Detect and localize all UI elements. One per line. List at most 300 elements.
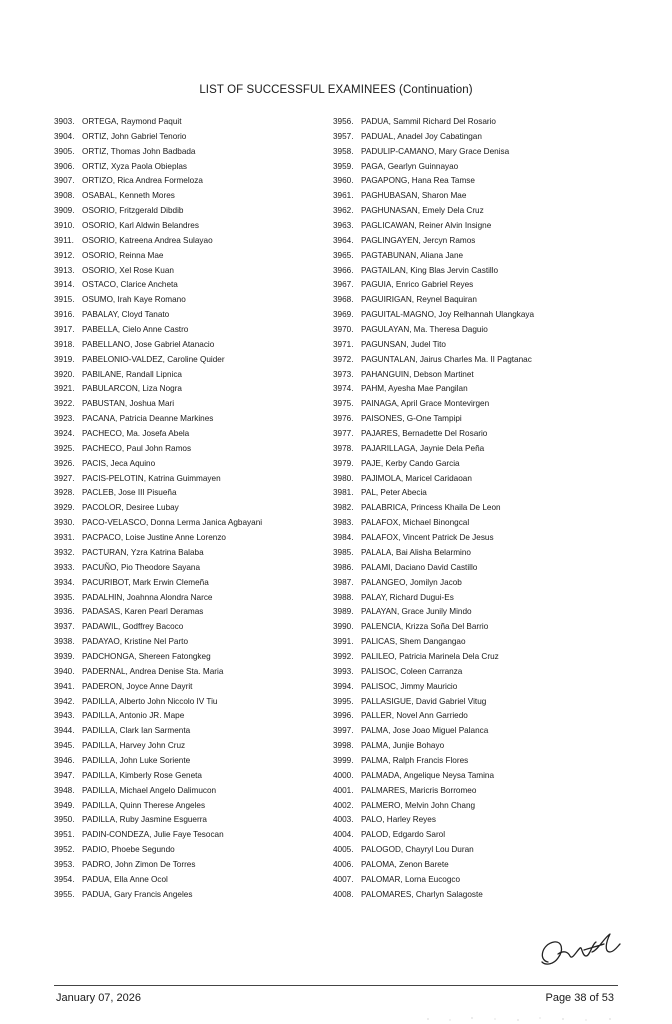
examinee-number: 3962. xyxy=(333,206,354,216)
examinee-name: PACOLOR, Desiree Lubay xyxy=(82,503,179,513)
examinee-number: 4005. xyxy=(333,845,354,855)
examinee-number: 3937. xyxy=(54,622,75,632)
examinee-number: 3925. xyxy=(54,443,75,453)
examinee-name: PADERNAL, Andrea Denise Sta. Maria xyxy=(82,666,224,676)
list-item xyxy=(333,130,534,145)
examinee-name: OSORIO, Karl Aldwin Belandres xyxy=(82,221,199,231)
list-item xyxy=(54,397,262,412)
list-item xyxy=(333,739,534,754)
list-item xyxy=(54,665,262,680)
examinee-number: 3949. xyxy=(54,800,75,810)
scan-specks xyxy=(420,1016,620,1022)
list-item xyxy=(333,813,534,828)
list-item xyxy=(333,873,534,888)
examinee-number: 3974. xyxy=(333,384,354,394)
examinee-name: OSUMO, Irah Kaye Romano xyxy=(82,295,186,305)
list-item xyxy=(54,695,262,710)
examinee-number: 3994. xyxy=(333,681,354,691)
examinee-name: PALALA, Bai Alisha Belarmino xyxy=(361,547,471,557)
list-item xyxy=(333,591,534,606)
examinee-number: 3982. xyxy=(333,503,354,513)
list-item xyxy=(54,323,262,338)
list-item xyxy=(54,546,262,561)
examinee-number: 3972. xyxy=(333,354,354,364)
examinee-number: 4001. xyxy=(333,785,354,795)
examinee-number: 3968. xyxy=(333,295,354,305)
examinee-name: ORTIZO, Rica Andrea Formeloza xyxy=(82,176,203,186)
examinee-name: PADILLA, Alberto John Niccolo IV Tiu xyxy=(82,696,218,706)
examinee-name: PAGTABUNAN, Aliana Jane xyxy=(361,250,464,260)
list-item xyxy=(333,472,534,487)
examinee-number: 3910. xyxy=(54,221,75,231)
list-item xyxy=(333,888,534,903)
examinee-name: PACIS, Jeca Aquino xyxy=(82,458,156,468)
examinee-number: 3903. xyxy=(54,117,75,126)
examinee-name: PALILEO, Patricia Marinela Dela Cruz xyxy=(361,651,499,661)
list-item xyxy=(54,858,262,873)
examinee-name: PALMERO, Melvin John Chang xyxy=(361,800,476,810)
examinee-name: OSTACO, Clarice Ancheta xyxy=(82,280,178,290)
list-item xyxy=(333,442,534,457)
examinee-name: PACIS-PELOTIN, Katrina Guimmayen xyxy=(82,473,221,483)
examinee-number: 3915. xyxy=(54,295,75,305)
examinee-number: 3907. xyxy=(54,176,75,186)
list-item xyxy=(54,516,262,531)
list-item xyxy=(54,130,262,145)
list-item xyxy=(333,784,534,799)
examinee-number: 3995. xyxy=(333,696,354,706)
list-item xyxy=(54,769,262,784)
examinee-number: 3920. xyxy=(54,369,75,379)
examinee-name: PADILLA, Clark Ian Sarmenta xyxy=(82,726,191,736)
examinee-number: 3944. xyxy=(54,726,75,736)
examinee-name: PALOMARES, Charlyn Salagoste xyxy=(361,889,483,899)
examinee-number: 3943. xyxy=(54,711,75,721)
examinee-name: PADUA, Sammil Richard Del Rosario xyxy=(361,117,496,126)
examinee-number: 3989. xyxy=(333,607,354,617)
footer-page-number: Page 38 of 53 xyxy=(545,992,614,1004)
examinee-name: PALISOC, Coleen Carranza xyxy=(361,666,463,676)
list-item xyxy=(333,486,534,501)
list-item xyxy=(54,353,262,368)
list-item xyxy=(54,680,262,695)
list-item xyxy=(333,323,534,338)
examinee-number: 3916. xyxy=(54,310,75,320)
list-item xyxy=(333,293,534,308)
list-item xyxy=(54,160,262,175)
examinee-number: 3912. xyxy=(54,250,75,260)
examinee-name: PALOMAR, Lorna Eucogco xyxy=(361,874,461,884)
examinee-name: PADERON, Joyce Anne Dayrit xyxy=(82,681,193,691)
examinee-name: PAGUITAL-MAGNO, Joy Relhannah Ulangkaya xyxy=(361,310,535,320)
examinee-number: 3930. xyxy=(54,518,75,528)
examinee-number: 3963. xyxy=(333,221,354,231)
list-item xyxy=(333,457,534,472)
examinee-number: 3979. xyxy=(333,458,354,468)
list-item xyxy=(54,278,262,293)
examinee-number: 3945. xyxy=(54,741,75,751)
examinee-number: 3933. xyxy=(54,562,75,572)
list-item xyxy=(333,561,534,576)
examinee-name: PAHANGUIN, Debson Martinet xyxy=(361,369,474,379)
list-item xyxy=(54,486,262,501)
examinee-number: 3939. xyxy=(54,651,75,661)
examinee-number: 3991. xyxy=(333,637,354,647)
list-item xyxy=(54,873,262,888)
examinee-number: 3922. xyxy=(54,399,75,409)
examinee-name: PAGUIA, Enrico Gabriel Reyes xyxy=(361,280,474,290)
examinee-name: OSORIO, Katreena Andrea Sulayao xyxy=(82,235,213,245)
examinee-name: PALAYAN, Grace Junily Mindo xyxy=(361,607,472,617)
list-item xyxy=(54,264,262,279)
examinee-number: 3993. xyxy=(333,666,354,676)
examinee-number: 3983. xyxy=(333,518,354,528)
examinee-number: 3986. xyxy=(333,562,354,572)
examinee-name: PALAY, Richard Dugui-Es xyxy=(361,592,454,602)
list-item xyxy=(54,174,262,189)
examinee-number: 3956. xyxy=(333,117,354,126)
list-item xyxy=(333,635,534,650)
examinee-number: 3929. xyxy=(54,503,75,513)
examinee-name: ORTIZ, John Gabriel Tenorio xyxy=(82,131,187,141)
examinee-number: 3967. xyxy=(333,280,354,290)
examinee-name: PALMA, Jose Joao Miguel Palanca xyxy=(361,726,489,736)
examinee-name: OSABAL, Kenneth Mores xyxy=(82,191,175,201)
examinee-number: 3913. xyxy=(54,265,75,275)
examinee-name: PADAWIL, Godffrey Bacoco xyxy=(82,622,184,632)
examinee-name: PADILLA, Ruby Jasmine Esguerra xyxy=(82,815,207,825)
examinee-number: 4003. xyxy=(333,815,354,825)
examinee-number: 3946. xyxy=(54,755,75,765)
examinee-name: PACLEB, Jose III Pisueña xyxy=(82,488,177,498)
examinee-name: PADCHONGA, Shereen Fatongkeg xyxy=(82,651,211,661)
examinee-name: PAINAGA, April Grace Montevirgen xyxy=(361,399,490,409)
list-item xyxy=(333,695,534,710)
list-item xyxy=(333,724,534,739)
examinee-name: PALOGOD, Chayryl Lou Duran xyxy=(361,845,474,855)
examinee-number: 3988. xyxy=(333,592,354,602)
examinee-name: PAGA, Gearlyn Guinnayao xyxy=(361,161,459,171)
examinee-name: PACO-VELASCO, Donna Lerma Janica Agbayani xyxy=(82,518,263,528)
examinee-number: 3998. xyxy=(333,741,354,751)
examinee-number: 3954. xyxy=(54,874,75,884)
examinee-name: PALMA, Junjie Bohayo xyxy=(361,741,445,751)
examinee-number: 3981. xyxy=(333,488,354,498)
list-item xyxy=(333,249,534,264)
examinee-name: PAJIMOLA, Maricel Caridaoan xyxy=(361,473,472,483)
examinee-name: PALOD, Edgardo Sarol xyxy=(361,830,446,840)
list-item xyxy=(333,382,534,397)
examinee-number: 3934. xyxy=(54,577,75,587)
examinee-number: 3911. xyxy=(54,235,74,245)
examinee-name: ORTIZ, Xyza Paola Obieplas xyxy=(82,161,187,171)
examinee-number: 3919. xyxy=(54,354,75,364)
examinee-name: PADILLA, Harvey John Cruz xyxy=(82,741,186,751)
list-item xyxy=(333,531,534,546)
list-item xyxy=(333,680,534,695)
examinee-number: 3984. xyxy=(333,533,354,543)
signature-mark xyxy=(534,922,624,972)
examinee-number: 3959. xyxy=(333,161,354,171)
list-item xyxy=(54,412,262,427)
examinee-name: PADIN-CONDEZA, Julie Faye Tesocan xyxy=(82,830,224,840)
list-item xyxy=(54,338,262,353)
examinee-list-right xyxy=(333,115,534,903)
examinee-name: PADUA, Ella Anne Ocol xyxy=(82,874,168,884)
examinee-name: PADULIP-CAMANO, Mary Grace Denisa xyxy=(361,146,510,156)
examinee-number: 3976. xyxy=(333,414,354,424)
examinee-name: PABELLANO, Jose Gabriel Atanacio xyxy=(82,339,215,349)
examinee-number: 3914. xyxy=(54,280,75,290)
list-item xyxy=(54,561,262,576)
list-item xyxy=(333,368,534,383)
examinee-name: PALAFOX, Michael Binongcal xyxy=(361,518,470,528)
list-item xyxy=(333,828,534,843)
list-item xyxy=(333,799,534,814)
examinee-number: 3921. xyxy=(54,384,75,394)
list-item xyxy=(54,888,262,903)
examinee-name: PABULARCON, Liza Nogra xyxy=(82,384,182,394)
examinee-name: PAISONES, G-One Tampipi xyxy=(361,414,462,424)
examinee-name: PACUÑO, Pio Theodore Sayana xyxy=(82,562,201,572)
footer-rule xyxy=(54,985,618,986)
list-item xyxy=(54,249,262,264)
list-item xyxy=(333,605,534,620)
list-item xyxy=(333,843,534,858)
list-item xyxy=(333,501,534,516)
list-item xyxy=(54,576,262,591)
examinee-name: PABUSTAN, Joshua Mari xyxy=(82,399,175,409)
examinee-name: ORTEGA, Raymond Paquit xyxy=(82,117,182,126)
list-item xyxy=(54,620,262,635)
examinee-name: PABALAY, Cloyd Tanato xyxy=(82,310,170,320)
examinee-number: 3996. xyxy=(333,711,354,721)
examinee-name: PADAYAO, Kristine Nel Parto xyxy=(82,637,189,647)
list-item xyxy=(54,799,262,814)
list-item xyxy=(333,412,534,427)
examinee-name: PABELLA, Cielo Anne Castro xyxy=(82,325,189,335)
examinee-name: PALMA, Ralph Francis Flores xyxy=(361,755,469,765)
list-item xyxy=(54,739,262,754)
examinee-number: 3908. xyxy=(54,191,75,201)
examinee-name: PALLASIGUE, David Gabriel Vitug xyxy=(361,696,487,706)
examinee-number: 3928. xyxy=(54,488,75,498)
examinee-name: PADILLA, Michael Angelo Dalimucon xyxy=(82,785,217,795)
examinee-number: 4008. xyxy=(333,889,354,899)
examinee-name: PAHM, Ayesha Mae Pangilan xyxy=(361,384,468,394)
examinee-name: PADRO, John Zimon De Torres xyxy=(82,859,196,869)
examinee-name: PALANGEO, Jomilyn Jacob xyxy=(361,577,462,587)
list-item xyxy=(54,605,262,620)
list-item xyxy=(54,501,262,516)
list-item xyxy=(333,204,534,219)
list-item xyxy=(333,650,534,665)
examinee-name: PADUA, Gary Francis Angeles xyxy=(82,889,193,899)
examinee-name: PALISOC, Jimmy Mauricio xyxy=(361,681,458,691)
examinee-name: PABILANE, Randall Lipnica xyxy=(82,369,182,379)
examinee-number: 3999. xyxy=(333,755,354,765)
examinee-name: PAGTAILAN, King Blas Jervin Castillo xyxy=(361,265,499,275)
examinee-name: PACPACO, Loise Justine Anne Lorenzo xyxy=(82,533,226,543)
list-item xyxy=(54,293,262,308)
examinee-name: PALMARES, Maricris Borromeo xyxy=(361,785,477,795)
examinee-number: 3992. xyxy=(333,651,354,661)
list-item xyxy=(54,828,262,843)
examinee-name: PADILLA, Kimberly Rose Geneta xyxy=(82,770,202,780)
list-item xyxy=(54,457,262,472)
examinee-list-left xyxy=(54,115,262,903)
examinee-name: PALABRICA, Princess Khaila De Leon xyxy=(361,503,501,513)
examinee-number: 3927. xyxy=(54,473,75,483)
examinee-name: PAGULAYAN, Ma. Theresa Daguio xyxy=(361,325,488,335)
examinee-name: PAJARES, Bernadette Del Rosario xyxy=(361,429,488,439)
examinee-number: 3953. xyxy=(54,859,75,869)
examinee-number: 3965. xyxy=(333,250,354,260)
examinee-number: 3957. xyxy=(333,131,354,141)
list-item xyxy=(54,754,262,769)
examinee-number: 3936. xyxy=(54,607,75,617)
list-item xyxy=(333,397,534,412)
examinee-name: PADASAS, Karen Pearl Deramas xyxy=(82,607,204,617)
list-item xyxy=(54,724,262,739)
examinee-number: 3955. xyxy=(54,889,75,899)
examinee-number: 4007. xyxy=(333,874,354,884)
examinee-name: PALENCIA, Krizza Soña Del Barrio xyxy=(361,622,489,632)
examinee-name: PAJE, Kerby Cando Garcia xyxy=(361,458,460,468)
examinee-number: 3917. xyxy=(54,325,75,335)
examinee-name: PADALHIN, Joahnna Alondra Narce xyxy=(82,592,213,602)
list-item xyxy=(333,160,534,175)
examinee-name: PAGLICAWAN, Reiner Alvin Insigne xyxy=(361,221,492,231)
examinee-number: 4006. xyxy=(333,859,354,869)
list-item xyxy=(54,115,262,130)
examinee-number: 3909. xyxy=(54,206,75,216)
examinee-name: PACHECO, Paul John Ramos xyxy=(82,443,192,453)
examinee-number: 3987. xyxy=(333,577,354,587)
list-item xyxy=(333,338,534,353)
examinee-number: 3975. xyxy=(333,399,354,409)
examinee-number: 3941. xyxy=(54,681,75,691)
examinee-number: 3961. xyxy=(333,191,354,201)
list-item xyxy=(54,427,262,442)
examinee-name: PAGHUNASAN, Emely Dela Cruz xyxy=(361,206,484,216)
list-item xyxy=(333,516,534,531)
list-item xyxy=(54,843,262,858)
examinee-number: 3904. xyxy=(54,131,75,141)
list-item xyxy=(333,219,534,234)
list-item xyxy=(54,442,262,457)
list-item xyxy=(333,546,534,561)
examinee-name: PALICAS, Shem Dangangao xyxy=(361,637,466,647)
examinee-number: 3958. xyxy=(333,146,354,156)
list-item xyxy=(54,234,262,249)
examinee-number: 3985. xyxy=(333,547,354,557)
list-item xyxy=(54,219,262,234)
examinee-number: 3926. xyxy=(54,458,75,468)
list-item xyxy=(54,635,262,650)
examinee-name: OSORIO, Reinna Mae xyxy=(82,250,164,260)
examinee-number: 3964. xyxy=(333,235,354,245)
list-item xyxy=(333,769,534,784)
list-item xyxy=(333,858,534,873)
list-item xyxy=(333,709,534,724)
list-item xyxy=(54,145,262,160)
examinee-name: PALLER, Novel Ann Garriedo xyxy=(361,711,468,721)
examinee-number: 3932. xyxy=(54,547,75,557)
examinee-number: 3980. xyxy=(333,473,354,483)
examinee-number: 3924. xyxy=(54,429,75,439)
list-item xyxy=(333,264,534,279)
list-item xyxy=(54,591,262,606)
examinee-name: PADUAL, Anadel Joy Cabatingan xyxy=(361,131,482,141)
list-item xyxy=(54,531,262,546)
examinee-number: 3969. xyxy=(333,310,354,320)
examinee-number: 3918. xyxy=(54,339,75,349)
list-item xyxy=(333,174,534,189)
examinee-number: 3923. xyxy=(54,414,75,424)
examinee-number: 3952. xyxy=(54,845,75,855)
examinee-name: PADILLA, Antonio JR. Mape xyxy=(82,711,185,721)
list-item xyxy=(333,145,534,160)
examinee-name: PAGUNSAN, Judel Tito xyxy=(361,339,446,349)
examinee-name: PACANA, Patricia Deanne Markines xyxy=(82,414,214,424)
list-item xyxy=(54,368,262,383)
examinee-name: PALO, Harley Reyes xyxy=(361,815,436,825)
list-item xyxy=(54,709,262,724)
examinee-number: 3997. xyxy=(333,726,354,736)
examinee-number: 3947. xyxy=(54,770,75,780)
examinee-number: 3950. xyxy=(54,815,75,825)
examinee-name: PAGUNTALAN, Jairus Charles Ma. II Pagtanac xyxy=(361,354,532,364)
examinee-name: PADIO, Phoebe Segundo xyxy=(82,845,175,855)
examinee-number: 4002. xyxy=(333,800,354,810)
examinee-name: OSORIO, Xel Rose Kuan xyxy=(82,265,174,275)
examinee-name: PAGAPONG, Hana Rea Tamse xyxy=(361,176,475,186)
examinee-number: 3948. xyxy=(54,785,75,795)
list-item xyxy=(54,204,262,219)
list-item xyxy=(333,620,534,635)
examinee-name: PALMADA, Angelique Neysa Tamina xyxy=(361,770,495,780)
examinee-number: 3990. xyxy=(333,622,354,632)
examinee-number: 3960. xyxy=(333,176,354,186)
list-item xyxy=(54,650,262,665)
list-item xyxy=(333,234,534,249)
examinee-name: PAGHUBASAN, Sharon Mae xyxy=(361,191,467,201)
examinee-name: PADILLA, Quinn Therese Angeles xyxy=(82,800,206,810)
examinee-number: 3906. xyxy=(54,161,75,171)
list-item xyxy=(54,784,262,799)
examinee-number: 3951. xyxy=(54,830,75,840)
examinee-number: 4000. xyxy=(333,770,354,780)
list-item xyxy=(54,472,262,487)
examinee-number: 3971. xyxy=(333,339,354,349)
examinee-number: 3970. xyxy=(333,325,354,335)
examinee-number: 3931. xyxy=(54,533,75,543)
list-item xyxy=(54,813,262,828)
examinee-name: PAGLINGAYEN, Jercyn Ramos xyxy=(361,235,476,245)
examinee-name: PACTURAN, Yzra Katrina Balaba xyxy=(82,547,204,557)
examinee-name: PAL, Peter Abecia xyxy=(361,488,427,498)
list-item xyxy=(333,427,534,442)
examinee-number: 3978. xyxy=(333,443,354,453)
page-title: LIST OF SUCCESSFUL EXAMINEES (Continuation) xyxy=(199,84,473,96)
examinee-name: PALAMI, Daciano David Castillo xyxy=(361,562,478,572)
examinee-name: PADILLA, John Luke Soriente xyxy=(82,755,191,765)
list-item xyxy=(54,382,262,397)
examinee-name: OSORIO, Fritzgerald Dibdib xyxy=(82,206,184,216)
list-item xyxy=(333,115,534,130)
examinee-number: 3940. xyxy=(54,666,75,676)
